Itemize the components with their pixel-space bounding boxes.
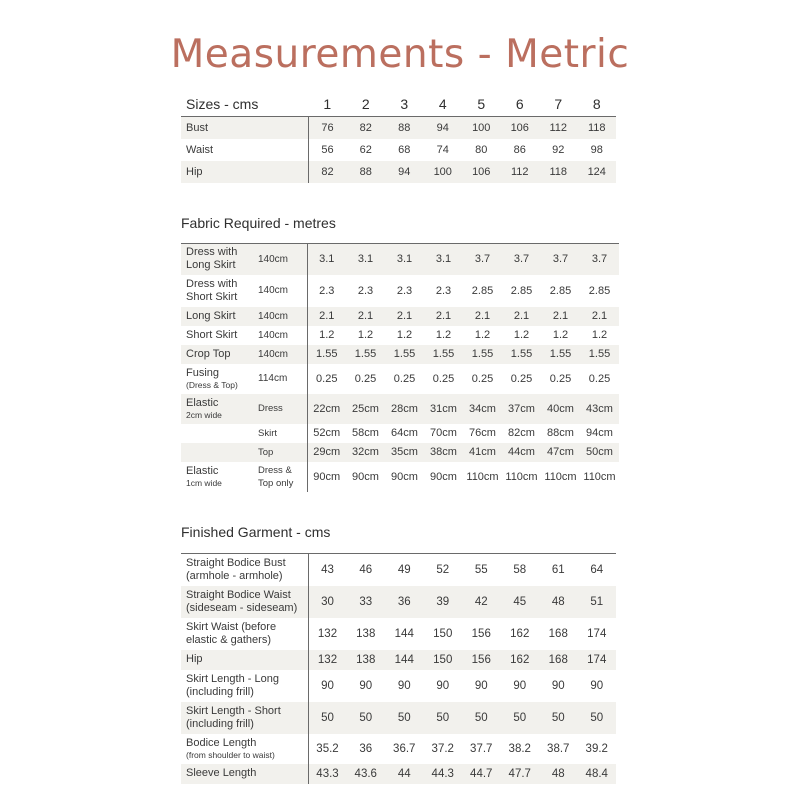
size-header: 1 bbox=[308, 92, 347, 117]
fabric-width: Skirt bbox=[253, 424, 307, 443]
table-cell: 70cm bbox=[430, 427, 457, 439]
row-label-line: Dress with bbox=[186, 246, 238, 259]
table-cell: 2.3 bbox=[435, 284, 452, 297]
table-cell: 2.3 bbox=[396, 284, 413, 297]
fabric-width: 140cm bbox=[253, 275, 307, 307]
table-cell: 3.1 bbox=[346, 244, 385, 275]
table-cell: 90 bbox=[321, 679, 334, 692]
table-cell: 1.55 bbox=[424, 345, 463, 364]
table-row bbox=[181, 586, 616, 618]
table-cell: 37.7 bbox=[470, 742, 493, 755]
table-cell: 0.25 bbox=[588, 372, 611, 385]
table-cell: 2.85 bbox=[471, 284, 494, 297]
row-label: Hip bbox=[181, 161, 308, 183]
table-row bbox=[181, 764, 616, 784]
table-row bbox=[181, 650, 616, 670]
finished-section-title: Finished Garment - cms bbox=[181, 524, 331, 540]
table-cell: 90cm bbox=[352, 470, 379, 483]
table-cell: 64cm bbox=[391, 427, 418, 439]
table-row bbox=[181, 117, 616, 140]
table-cell: 36 bbox=[385, 586, 424, 618]
table-cell: 2.3 bbox=[357, 284, 374, 297]
table-row bbox=[181, 364, 619, 394]
table-cell: 50 bbox=[462, 702, 501, 734]
table-cell: 35.2 bbox=[316, 742, 339, 755]
body-measurements-table bbox=[181, 92, 616, 183]
table-cell: 52 bbox=[436, 563, 450, 576]
table-cell: 0.25 bbox=[471, 372, 494, 385]
table-cell: 29cm bbox=[307, 443, 346, 462]
table-cell: 1.2 bbox=[357, 329, 374, 341]
table-cell: 43cm bbox=[580, 394, 619, 424]
table-cell: 110cm bbox=[544, 470, 577, 483]
table-cell: 90cm bbox=[391, 470, 418, 483]
row-label bbox=[181, 326, 253, 345]
row-label-note: (from shoulder to waist) bbox=[186, 749, 275, 760]
row-label bbox=[181, 650, 308, 670]
table-cell: 48.4 bbox=[578, 764, 617, 784]
table-cell: 2.1 bbox=[580, 307, 619, 326]
table-cell: 100 bbox=[424, 161, 463, 183]
table-cell: 156 bbox=[471, 627, 491, 640]
table-cell: 3.7 bbox=[580, 244, 619, 275]
table-cell: 0.25 bbox=[549, 372, 572, 385]
table-cell: 61 bbox=[551, 563, 565, 576]
row-label-line: (sideseam - sideseam) bbox=[186, 601, 298, 614]
table-cell: 3.1 bbox=[424, 244, 463, 275]
row-label-note: (Dress & Top) bbox=[186, 379, 238, 390]
table-cell: 58cm bbox=[352, 427, 379, 439]
table-cell: 37cm bbox=[502, 394, 541, 424]
table-cell: 88 bbox=[385, 117, 424, 140]
table-cell: 52cm bbox=[313, 427, 341, 439]
table-cell: 94 bbox=[385, 161, 424, 183]
row-label bbox=[181, 443, 253, 462]
finished-garment-table bbox=[181, 553, 616, 784]
fabric-width: Dress bbox=[253, 394, 307, 424]
table-cell: 1.2 bbox=[552, 329, 569, 341]
table-cell: 3.1 bbox=[385, 244, 424, 275]
row-label-line: Elastic bbox=[186, 396, 219, 409]
table-cell: 50 bbox=[347, 702, 386, 734]
table-cell: 90cm bbox=[313, 470, 341, 483]
table-cell: 74 bbox=[436, 144, 449, 156]
table-cell: 168 bbox=[548, 627, 568, 640]
table-cell: 0.25 bbox=[393, 372, 416, 385]
table-cell: 43 bbox=[321, 563, 334, 576]
table-row bbox=[181, 618, 616, 650]
table-cell: 44cm bbox=[502, 443, 541, 462]
table-row bbox=[181, 244, 619, 275]
table-row bbox=[181, 424, 619, 443]
page-title: Measurements - Metric bbox=[170, 32, 630, 77]
table-cell: 144 bbox=[385, 650, 424, 670]
table-cell: 1.2 bbox=[396, 329, 413, 341]
table-cell: 2.1 bbox=[385, 307, 424, 326]
table-cell: 168 bbox=[539, 650, 578, 670]
table-cell: 31cm bbox=[424, 394, 463, 424]
table-cell: 30 bbox=[308, 586, 347, 618]
table-cell: 144 bbox=[394, 627, 414, 640]
table-cell: 90cm bbox=[430, 470, 457, 483]
fabric-width: 140cm bbox=[253, 307, 307, 326]
table-cell: 156 bbox=[462, 650, 501, 670]
table-row bbox=[181, 554, 616, 586]
table-cell: 38.7 bbox=[547, 742, 570, 755]
table-row bbox=[181, 462, 619, 492]
table-cell: 49 bbox=[397, 563, 411, 576]
row-label-line: (armhole - armhole) bbox=[186, 569, 283, 582]
row-label bbox=[181, 554, 308, 586]
row-label-line: Crop Top bbox=[186, 347, 231, 360]
table-cell: 50 bbox=[539, 702, 578, 734]
table-row bbox=[181, 394, 619, 424]
table-cell: 110cm bbox=[466, 470, 499, 483]
table-cell: 88cm bbox=[547, 427, 574, 439]
row-label bbox=[181, 670, 308, 702]
table-cell: 47.7 bbox=[501, 764, 540, 784]
row-label bbox=[181, 244, 253, 275]
table-row bbox=[181, 670, 616, 702]
table-row bbox=[181, 345, 619, 364]
table-cell: 174 bbox=[578, 650, 617, 670]
table-cell: 41cm bbox=[463, 443, 502, 462]
table-cell: 1.2 bbox=[319, 329, 335, 341]
row-label-line: Elastic bbox=[186, 464, 219, 477]
table-cell: 82 bbox=[347, 117, 386, 140]
table-cell: 45 bbox=[501, 586, 540, 618]
table-cell: 82 bbox=[308, 161, 347, 183]
table-header-row bbox=[181, 92, 616, 117]
size-header: 8 bbox=[578, 92, 617, 117]
table-cell: 80 bbox=[475, 144, 488, 156]
table-cell: 39 bbox=[424, 586, 463, 618]
row-label bbox=[181, 307, 253, 326]
table-cell: 90 bbox=[513, 679, 527, 692]
table-cell: 1.2 bbox=[591, 329, 608, 341]
table-cell: 50cm bbox=[580, 443, 619, 462]
table-cell: 43.6 bbox=[347, 764, 386, 784]
table-cell: 50 bbox=[578, 702, 617, 734]
table-cell: 118 bbox=[578, 117, 617, 140]
row-label bbox=[181, 394, 253, 424]
row-label-line: Fusing bbox=[186, 366, 220, 379]
table-cell: 1.55 bbox=[463, 345, 502, 364]
table-cell: 32cm bbox=[346, 443, 385, 462]
table-cell: 90 bbox=[551, 679, 565, 692]
table-row bbox=[181, 307, 619, 326]
table-cell: 90 bbox=[397, 679, 411, 692]
table-cell: 47cm bbox=[541, 443, 580, 462]
table-cell: 150 bbox=[433, 627, 453, 640]
table-cell: 86 bbox=[513, 144, 526, 156]
table-cell: 138 bbox=[347, 650, 386, 670]
table-cell: 1.55 bbox=[346, 345, 385, 364]
table-cell: 0.25 bbox=[432, 372, 455, 385]
table-row bbox=[181, 702, 616, 734]
table-cell: 92 bbox=[552, 144, 565, 156]
table-cell: 2.85 bbox=[549, 284, 572, 297]
sizes-header-label: Sizes - cms bbox=[181, 92, 308, 117]
table-cell: 48 bbox=[539, 586, 578, 618]
table-cell: 36 bbox=[359, 742, 373, 755]
table-cell: 110cm bbox=[505, 470, 538, 483]
table-cell: 2.85 bbox=[510, 284, 533, 297]
table-cell: 76 bbox=[308, 117, 347, 140]
table-cell: 2.1 bbox=[424, 307, 463, 326]
table-cell: 162 bbox=[501, 650, 540, 670]
table-cell: 2.1 bbox=[346, 307, 385, 326]
row-label-line: Long Skirt bbox=[186, 259, 236, 272]
table-cell: 44.3 bbox=[424, 764, 463, 784]
size-header: 2 bbox=[347, 92, 386, 117]
table-cell: 90 bbox=[359, 679, 373, 692]
table-cell: 124 bbox=[578, 161, 617, 183]
table-cell: 106 bbox=[501, 117, 540, 140]
table-cell: 1.2 bbox=[474, 329, 491, 341]
row-label-line: Bodice Length bbox=[186, 736, 257, 749]
row-label bbox=[181, 702, 308, 734]
table-cell: 50 bbox=[385, 702, 424, 734]
table-cell: 3.7 bbox=[541, 244, 580, 275]
row-label bbox=[181, 424, 253, 443]
table-cell: 22cm bbox=[307, 394, 346, 424]
table-cell: 55 bbox=[474, 563, 488, 576]
row-label-line: Skirt Waist (before bbox=[186, 620, 277, 633]
table-cell: 62 bbox=[359, 144, 372, 156]
row-label bbox=[181, 462, 253, 492]
table-cell: 150 bbox=[424, 650, 463, 670]
table-row bbox=[181, 275, 619, 307]
table-cell: 1.55 bbox=[580, 345, 619, 364]
table-cell: 112 bbox=[539, 117, 578, 140]
table-cell: 50 bbox=[308, 702, 347, 734]
table-cell: 1.2 bbox=[435, 329, 452, 341]
fabric-width-line: Top only bbox=[258, 477, 294, 489]
table-cell: 58 bbox=[513, 563, 527, 576]
table-cell: 38.2 bbox=[508, 742, 531, 755]
table-cell: 50 bbox=[501, 702, 540, 734]
table-cell: 2.1 bbox=[307, 307, 346, 326]
table-row bbox=[181, 326, 619, 345]
row-label-line: Dress with bbox=[186, 277, 238, 290]
table-cell: 44.7 bbox=[462, 764, 501, 784]
table-cell: 2.1 bbox=[541, 307, 580, 326]
row-label-line: elastic & gathers) bbox=[186, 633, 271, 646]
table-cell: 76cm bbox=[469, 427, 496, 439]
table-cell: 0.25 bbox=[510, 372, 533, 385]
table-cell: 39.2 bbox=[585, 742, 608, 755]
size-header: 6 bbox=[501, 92, 540, 117]
table-cell: 110cm bbox=[583, 470, 616, 483]
table-cell: 106 bbox=[462, 161, 501, 183]
table-cell: 1.2 bbox=[513, 329, 530, 341]
row-label: Bust bbox=[181, 117, 308, 140]
table-cell: 112 bbox=[501, 161, 540, 183]
table-cell: 94cm bbox=[586, 427, 613, 439]
table-cell: 118 bbox=[539, 161, 578, 183]
row-label-line: (including frill) bbox=[186, 685, 254, 698]
table-cell: 38cm bbox=[424, 443, 463, 462]
table-cell: 42 bbox=[462, 586, 501, 618]
table-cell: 132 bbox=[317, 627, 338, 640]
fabric-width: 140cm bbox=[253, 244, 307, 275]
fabric-width-line: Dress & bbox=[258, 464, 292, 476]
row-label bbox=[181, 345, 253, 364]
table-cell: 36.7 bbox=[393, 742, 416, 755]
table-cell: 138 bbox=[356, 627, 376, 640]
row-label-line: Hip bbox=[186, 653, 203, 665]
table-cell: 44 bbox=[385, 764, 424, 784]
table-cell: 132 bbox=[308, 650, 347, 670]
row-label: Waist bbox=[181, 139, 308, 161]
fabric-section-title: Fabric Required - metres bbox=[181, 215, 336, 231]
table-cell: 1.55 bbox=[502, 345, 541, 364]
table-cell: 174 bbox=[587, 627, 607, 640]
table-cell: 35cm bbox=[385, 443, 424, 462]
table-cell: 43.3 bbox=[308, 764, 347, 784]
table-cell: 37.2 bbox=[431, 742, 454, 755]
row-label bbox=[181, 364, 253, 394]
table-cell: 0.25 bbox=[354, 372, 377, 385]
fabric-width bbox=[253, 462, 307, 492]
table-row bbox=[181, 734, 616, 764]
row-label bbox=[181, 275, 253, 307]
table-cell: 2.85 bbox=[588, 284, 611, 297]
fabric-width: 114cm bbox=[253, 364, 307, 394]
row-label-line: Straight Bodice Bust bbox=[186, 556, 286, 569]
row-label-line: Skirt Length - Long bbox=[186, 672, 279, 685]
row-label-line: Skirt Length - Short bbox=[186, 704, 281, 717]
table-cell: 50 bbox=[424, 702, 463, 734]
table-row bbox=[181, 139, 616, 161]
table-cell: 51 bbox=[578, 586, 617, 618]
table-cell: 90 bbox=[474, 679, 488, 692]
table-cell: 40cm bbox=[541, 394, 580, 424]
table-cell: 56 bbox=[321, 144, 334, 156]
fabric-width: 140cm bbox=[253, 326, 307, 345]
table-cell: 28cm bbox=[385, 394, 424, 424]
size-header: 4 bbox=[424, 92, 463, 117]
row-label-line: Short Skirt bbox=[186, 290, 238, 303]
table-cell: 1.55 bbox=[541, 345, 580, 364]
table-cell: 2.1 bbox=[502, 307, 541, 326]
row-label bbox=[181, 618, 308, 650]
table-cell: 64 bbox=[590, 563, 604, 576]
size-header: 3 bbox=[385, 92, 424, 117]
table-cell: 3.7 bbox=[502, 244, 541, 275]
size-header: 5 bbox=[462, 92, 501, 117]
table-cell: 68 bbox=[398, 144, 411, 156]
row-label-line: (including frill) bbox=[186, 717, 254, 730]
table-cell: 162 bbox=[510, 627, 530, 640]
table-cell: 2.3 bbox=[319, 284, 335, 297]
fabric-width: 140cm bbox=[253, 345, 307, 364]
row-label-line: Short Skirt bbox=[186, 328, 238, 341]
row-label bbox=[181, 586, 308, 618]
table-cell: 90 bbox=[436, 679, 450, 692]
table-cell: 88 bbox=[347, 161, 386, 183]
row-label bbox=[181, 734, 308, 764]
table-cell: 0.25 bbox=[316, 372, 338, 385]
table-cell: 33 bbox=[347, 586, 386, 618]
row-label-note: 2cm wide bbox=[186, 409, 222, 420]
row-label-line: Sleeve Length bbox=[186, 767, 257, 779]
table-cell: 2.1 bbox=[463, 307, 502, 326]
table-cell: 3.1 bbox=[307, 244, 346, 275]
table-cell: 25cm bbox=[346, 394, 385, 424]
table-cell: 1.55 bbox=[307, 345, 346, 364]
table-cell: 46 bbox=[359, 563, 373, 576]
table-cell: 94 bbox=[424, 117, 463, 140]
table-cell: 48 bbox=[539, 764, 578, 784]
row-label-line: Straight Bodice Waist bbox=[186, 588, 291, 601]
table-cell: 34cm bbox=[463, 394, 502, 424]
row-label-note: 1cm wide bbox=[186, 477, 222, 488]
size-header: 7 bbox=[539, 92, 578, 117]
table-cell: 100 bbox=[462, 117, 501, 140]
fabric-required-table bbox=[181, 243, 619, 492]
row-label-line: Long Skirt bbox=[186, 309, 236, 322]
table-cell: 98 bbox=[590, 144, 603, 156]
table-cell: 1.55 bbox=[385, 345, 424, 364]
table-row bbox=[181, 161, 616, 183]
fabric-width: Top bbox=[253, 443, 307, 462]
row-label bbox=[181, 764, 308, 784]
table-cell: 82cm bbox=[508, 427, 535, 439]
table-cell: 3.7 bbox=[463, 244, 502, 275]
table-row bbox=[181, 443, 619, 462]
table-cell: 90 bbox=[590, 679, 604, 692]
